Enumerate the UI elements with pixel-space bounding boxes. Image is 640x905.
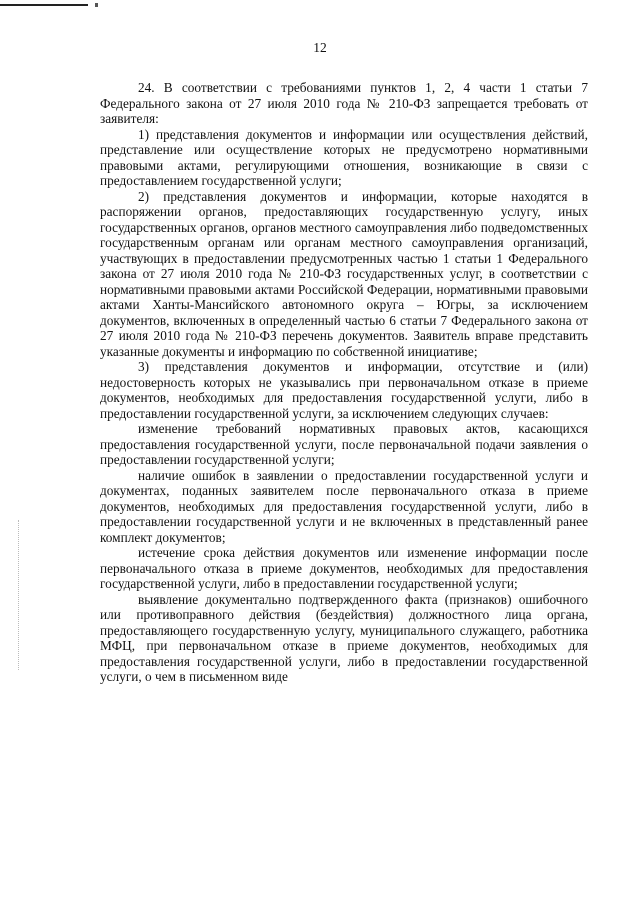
paragraph-exception-3: истечение срока действия документов или изменение информации после первоначального отказа в приеме документов, необходимых для предоставления государственной услуги, либо в предоставлении государственной услуги;: [100, 545, 588, 591]
scan-artifact: [95, 3, 98, 7]
paragraph-exception-2: наличие ошибок в заявлении о предоставлении государственной услуги и документах, поданных заявителем после первоначального отказа в приеме документов, необходимых для предоставления государственной услуги, либо в предоставлении государственной услуги и не включенных в представленный ранее комплект документов;: [100, 467, 588, 545]
paragraph-exception-4: выявление документально подтвержденного факта (признаков) ошибочного или противоправного действия (бездействия) должностного лица органа, предоставляющего государственную услугу, муниципального служащего, работника МФЦ, при первоначальном отказе в приеме документов, необходимых для предоставления государственной услуги, либо в предоставлении государственной услуги, о чем в письменном виде: [100, 591, 588, 684]
scan-artifact: [0, 4, 88, 6]
paragraph-item-3: 3) представления документов и информации, отсутствие и (или) недостоверность которых не указывались при первоначальном отказе в приеме документов, необходимых для предоставления государственной услуги, либо в предоставлении государственной услуги, за исключением следующих случаев:: [100, 359, 588, 421]
paragraph-exception-1: изменение требований нормативных правовых актов, касающихся предоставления государственной услуги, после первоначальной подачи заявления о предоставлении государственной услуги;: [100, 421, 588, 467]
paragraph-item-2: 2) представления документов и информации, которые находятся в распоряжении органов, предоставляющих государственную услугу, иных государственных органов, органов местного самоуправления либо подведомственных государственным органам или органам местного самоуправления организаций, участвующих в предоставлении предусмотренных частью 1 статьи 1 Федерального закона от 27 июля 2010 года № 210-ФЗ государственных услуг, в соответствии с нормативными правовыми актами Российской Федерации, нормативными правовыми актами Ханты-Мансийского автономного округа – Югры, за исключением документов, включенных в определенный частью 6 статьи 7 Федерального закона от 27 июля 2010 года № 210-ФЗ перечень документов. Заявитель вправе представить указанные документы и информацию по собственной инициативе;: [100, 188, 588, 359]
paragraph-24: 24. В соответствии с требованиями пунктов 1, 2, 4 части 1 статьи 7 Федерального закона от 27 июля 2010 года № 210-ФЗ запрещается требовать от заявителя:: [100, 80, 588, 126]
scan-margin-artifact: [18, 520, 21, 670]
page-number: 12: [313, 40, 327, 55]
document-body: [100, 80, 588, 685]
paragraph-item-1: 1) представления документов и информации или осуществления действий, представление или осуществление которых не предусмотрено нормативными правовыми актами, регулирующими отношения, возникающие в связи с предоставлением государственной услуги;: [100, 126, 588, 188]
